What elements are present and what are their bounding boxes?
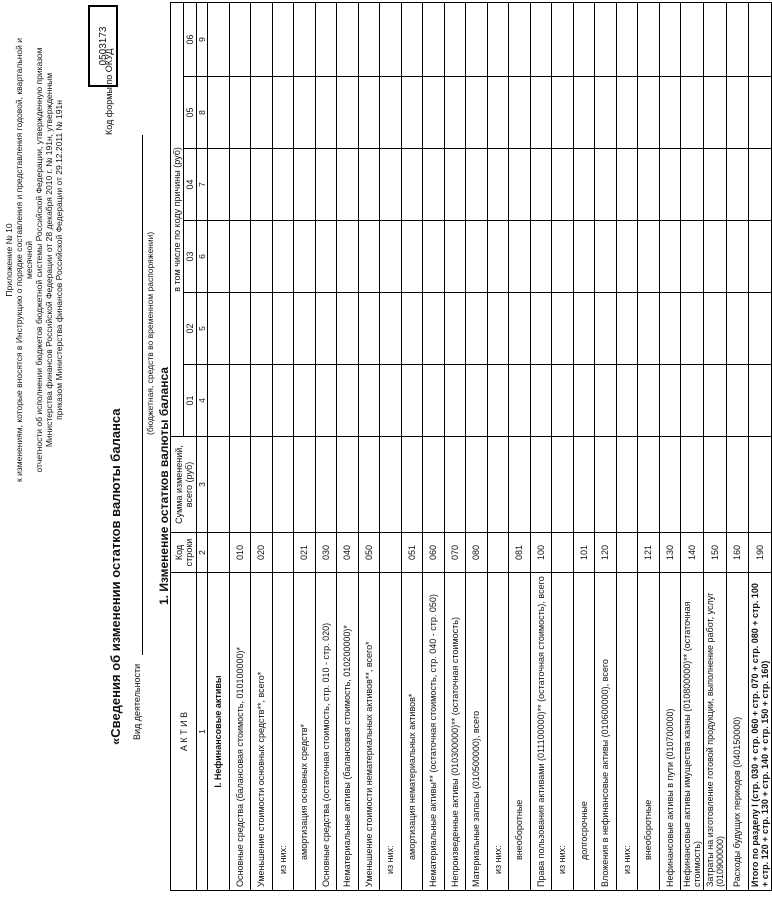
column-number: 9: [197, 2, 208, 76]
value-cell: [487, 365, 509, 437]
value-cell: [530, 2, 552, 76]
value-cell: [337, 149, 359, 221]
value-cell: [616, 2, 638, 76]
value-cell: [573, 221, 595, 293]
value-cell: [616, 149, 638, 221]
value-cell: [229, 2, 251, 76]
row-code: 190: [748, 533, 771, 573]
header-note-line: отчетности об исполнении бюджетов бюджетной системы Российской Федерации, утвержденную приказом: [34, 47, 44, 473]
table-row: [294, 2, 316, 890]
row-code: 021: [294, 533, 316, 573]
value-cell: [423, 437, 445, 533]
value-cell: [423, 2, 445, 76]
value-cell: [573, 293, 595, 365]
header-reason-code: 03: [184, 221, 197, 293]
table-row: [208, 2, 230, 890]
value-cell: [681, 365, 704, 437]
value-cell: [229, 77, 251, 149]
value-cell: [272, 221, 294, 293]
value-cell: [337, 293, 359, 365]
value-cell: [727, 365, 749, 437]
row-code: [272, 533, 294, 573]
value-cell: [272, 437, 294, 533]
value-cell: [315, 149, 337, 221]
row-label: I. Нефинансовые активы: [208, 573, 230, 891]
value-cell: [423, 365, 445, 437]
table-row: [272, 2, 294, 890]
row-code: 010: [229, 533, 251, 573]
value-cell: [552, 293, 574, 365]
value-cell: [251, 437, 273, 533]
value-cell: [208, 365, 230, 437]
column-number: 5: [197, 293, 208, 365]
column-number: 8: [197, 77, 208, 149]
value-cell: [401, 77, 423, 149]
value-cell: [466, 77, 488, 149]
row-label: Затраты на изготовление готовой продукции, выполнение работ, услуг (010900000): [704, 573, 727, 891]
value-cell: [251, 293, 273, 365]
value-cell: [595, 2, 617, 76]
value-cell: [315, 221, 337, 293]
table-row: [727, 2, 749, 890]
value-cell: [487, 2, 509, 76]
table-row: [681, 2, 704, 890]
value-cell: [704, 437, 727, 533]
value-cell: [272, 293, 294, 365]
value-cell: [748, 2, 771, 76]
column-number: 1: [197, 573, 208, 891]
row-code: 080: [466, 533, 488, 573]
value-cell: [358, 2, 380, 76]
value-cell: [595, 437, 617, 533]
value-cell: [595, 77, 617, 149]
row-code: 121: [638, 533, 660, 573]
value-cell: [272, 77, 294, 149]
row-code: 030: [315, 533, 337, 573]
header-note-line: Приложение № 10: [4, 223, 14, 297]
value-cell: [208, 293, 230, 365]
value-cell: [208, 437, 230, 533]
column-number: 7: [197, 149, 208, 221]
value-cell: [208, 77, 230, 149]
table-row: [552, 2, 574, 890]
value-cell: [294, 365, 316, 437]
value-cell: [229, 293, 251, 365]
value-cell: [401, 221, 423, 293]
value-cell: [727, 221, 749, 293]
value-cell: [251, 221, 273, 293]
header-reason-code: 01: [184, 365, 197, 437]
value-cell: [337, 365, 359, 437]
header-note-line: приказом Министерства финансов Российской Федерации от 29.12.2011 № 191н: [54, 100, 64, 420]
value-cell: [681, 2, 704, 76]
value-cell: [748, 365, 771, 437]
value-cell: [659, 149, 681, 221]
value-cell: [272, 2, 294, 76]
value-cell: [315, 365, 337, 437]
value-cell: [704, 149, 727, 221]
table-row: [401, 2, 423, 890]
row-code: 130: [659, 533, 681, 573]
value-cell: [294, 221, 316, 293]
value-cell: [595, 149, 617, 221]
header-row: [171, 2, 184, 890]
row-code: 050: [358, 533, 380, 573]
value-cell: [358, 293, 380, 365]
value-cell: [358, 365, 380, 437]
value-cell: [487, 221, 509, 293]
header-sum: Сумма изменений, всего (руб): [171, 437, 197, 533]
value-cell: [380, 149, 402, 221]
row-code: 160: [727, 533, 749, 573]
value-cell: [380, 221, 402, 293]
row-code: 081: [509, 533, 531, 573]
header-reason-group: в том числе по коду причины (руб): [171, 2, 184, 436]
value-cell: [208, 149, 230, 221]
row-label: Итого по разделу I (стр. 030 + стр. 060 + стр. 070 + стр. 080 + стр. 100 + стр. 120 + стр. 130 + стр. 140 + стр. 150 + стр. 160): [748, 573, 771, 891]
value-cell: [727, 437, 749, 533]
value-cell: [552, 77, 574, 149]
row-label: Расходы будущих периодов (040150000): [727, 573, 749, 891]
value-cell: [552, 2, 574, 76]
row-label: Основные средства (балансовая стоимость, 010100000)*: [229, 573, 251, 891]
value-cell: [466, 149, 488, 221]
row-label: из них:: [487, 573, 509, 891]
value-cell: [638, 437, 660, 533]
value-cell: [401, 365, 423, 437]
value-cell: [251, 365, 273, 437]
value-cell: [727, 77, 749, 149]
row-label: долгосрочные: [573, 573, 595, 891]
value-cell: [616, 293, 638, 365]
table-row: [251, 2, 273, 890]
value-cell: [444, 149, 466, 221]
value-cell: [638, 293, 660, 365]
value-cell: [748, 149, 771, 221]
value-cell: [444, 437, 466, 533]
row-label: Нематериальные активы** (остаточная стоимость, стр. 040 - стр. 050): [423, 573, 445, 891]
value-cell: [573, 365, 595, 437]
value-cell: [466, 221, 488, 293]
value-cell: [337, 2, 359, 76]
value-cell: [208, 221, 230, 293]
value-cell: [401, 437, 423, 533]
value-cell: [208, 2, 230, 76]
row-code: [552, 533, 574, 573]
value-cell: [466, 437, 488, 533]
value-cell: [616, 365, 638, 437]
value-cell: [229, 149, 251, 221]
table-row: [595, 2, 617, 890]
table-row: [466, 2, 488, 890]
value-cell: [704, 221, 727, 293]
value-cell: [380, 293, 402, 365]
value-cell: [466, 2, 488, 76]
value-cell: [552, 149, 574, 221]
value-cell: [552, 365, 574, 437]
header-notes: [4, 35, 64, 485]
value-cell: [659, 365, 681, 437]
table-row: [358, 2, 380, 890]
row-label: амортизация нематериальных активов*: [401, 573, 423, 891]
table-row: [315, 2, 337, 890]
row-code: [380, 533, 402, 573]
value-cell: [358, 149, 380, 221]
value-cell: [358, 437, 380, 533]
header-reason-code: 06: [184, 2, 197, 76]
row-code: 020: [251, 533, 273, 573]
value-cell: [466, 365, 488, 437]
value-cell: [444, 293, 466, 365]
balance-table: [170, 2, 772, 891]
value-cell: [315, 293, 337, 365]
value-cell: [487, 293, 509, 365]
value-cell: [681, 149, 704, 221]
table-row: [509, 2, 531, 890]
value-cell: [229, 221, 251, 293]
value-cell: [423, 77, 445, 149]
row-label: из них:: [616, 573, 638, 891]
value-cell: [638, 2, 660, 76]
column-number: 4: [197, 365, 208, 437]
table-row: [380, 2, 402, 890]
table-row: [748, 2, 771, 890]
row-label: Основные средства (остаточная стоимость, стр. 010 - стр. 020): [315, 573, 337, 891]
header-note-line: Министерства финансов Российской Федерации от 28 декабря 2010 г. № 191н, утвержденным: [44, 72, 54, 448]
value-cell: [704, 77, 727, 149]
value-cell: [509, 77, 531, 149]
header-note-line: к изменениям, которые вносятся в Инструкцию о порядке составления и представления годовой, квартальной и месячной: [14, 38, 34, 482]
row-label: внеоборотные: [509, 573, 531, 891]
value-cell: [681, 221, 704, 293]
value-cell: [229, 365, 251, 437]
row-code: 040: [337, 533, 359, 573]
value-cell: [638, 365, 660, 437]
value-cell: [337, 437, 359, 533]
table-row: [659, 2, 681, 890]
table-row: [638, 2, 660, 890]
column-number: 6: [197, 221, 208, 293]
value-cell: [704, 2, 727, 76]
header-reason-code: 04: [184, 149, 197, 221]
value-cell: [595, 293, 617, 365]
activity-fill-line: [142, 135, 143, 655]
value-cell: [573, 77, 595, 149]
row-label: Права пользования активами (011100000)** (остаточная стоимость), всего: [530, 573, 552, 891]
row-code: 150: [704, 533, 727, 573]
row-label: Непроизведенные активы (010300000)** (остаточная стоимость): [444, 573, 466, 891]
value-cell: [530, 437, 552, 533]
value-cell: [380, 437, 402, 533]
row-label: из них:: [552, 573, 574, 891]
value-cell: [748, 437, 771, 533]
value-cell: [251, 77, 273, 149]
column-number: 2: [197, 533, 208, 573]
value-cell: [638, 77, 660, 149]
value-cell: [727, 2, 749, 76]
table-row: [530, 2, 552, 890]
value-cell: [380, 77, 402, 149]
okud-code-box: 0503173: [88, 5, 118, 87]
table-row: [229, 2, 251, 890]
row-label: Вложения в нефинансовые активы (010600000), всего: [595, 573, 617, 891]
value-cell: [380, 2, 402, 76]
value-cell: [659, 2, 681, 76]
row-code: 051: [401, 533, 423, 573]
table-row: [704, 2, 727, 890]
value-cell: [573, 149, 595, 221]
value-cell: [294, 437, 316, 533]
row-label: Уменьшение стоимости нематериальных активов**, всего*: [358, 573, 380, 891]
activity-label: Вид деятельности: [132, 663, 142, 740]
header-code: Код строки: [171, 533, 197, 573]
value-cell: [530, 365, 552, 437]
header-reason-code: 05: [184, 77, 197, 149]
value-cell: [659, 437, 681, 533]
row-label: Материальные запасы (010500000), всего: [466, 573, 488, 891]
value-cell: [487, 77, 509, 149]
okud-label: Код формы по ОКУД: [104, 48, 114, 135]
value-cell: [748, 77, 771, 149]
value-cell: [530, 77, 552, 149]
value-cell: [444, 77, 466, 149]
value-cell: [509, 437, 531, 533]
value-cell: [315, 2, 337, 76]
table-row: [337, 2, 359, 890]
value-cell: [487, 437, 509, 533]
value-cell: [659, 77, 681, 149]
value-cell: [509, 293, 531, 365]
value-cell: [444, 2, 466, 76]
row-label: Нефинансовые активы имущества казны (010800000)** (остаточная стоимость): [681, 573, 704, 891]
row-label: из них:: [272, 573, 294, 891]
value-cell: [704, 293, 727, 365]
value-cell: [423, 149, 445, 221]
value-cell: [638, 221, 660, 293]
value-cell: [444, 365, 466, 437]
row-code: [616, 533, 638, 573]
value-cell: [487, 149, 509, 221]
value-cell: [466, 293, 488, 365]
value-cell: [423, 293, 445, 365]
value-cell: [704, 365, 727, 437]
value-cell: [616, 437, 638, 533]
table-body: [208, 2, 772, 890]
value-cell: [638, 149, 660, 221]
value-cell: [294, 2, 316, 76]
value-cell: [401, 2, 423, 76]
value-cell: [573, 2, 595, 76]
value-cell: [595, 365, 617, 437]
row-code: 120: [595, 533, 617, 573]
value-cell: [509, 221, 531, 293]
value-cell: [616, 221, 638, 293]
row-label: Нематериальные активы (балансовая стоимость, 010200000)*: [337, 573, 359, 891]
value-cell: [681, 77, 704, 149]
value-cell: [509, 2, 531, 76]
value-cell: [358, 221, 380, 293]
value-cell: [509, 365, 531, 437]
row-code: 140: [681, 533, 704, 573]
header-reason-code: 02: [184, 293, 197, 365]
value-cell: [358, 77, 380, 149]
value-cell: [251, 2, 273, 76]
value-cell: [337, 221, 359, 293]
value-cell: [315, 437, 337, 533]
table-row: [423, 2, 445, 890]
value-cell: [727, 293, 749, 365]
row-code: [208, 533, 230, 573]
table-row: [487, 2, 509, 890]
row-code: 060: [423, 533, 445, 573]
value-cell: [509, 149, 531, 221]
value-cell: [294, 77, 316, 149]
activity-hint: (бюджетная, средств во временном распоряжении): [145, 231, 155, 435]
header-asset: А К Т И В: [171, 573, 197, 891]
table-row: [616, 2, 638, 890]
value-cell: [229, 437, 251, 533]
table-row: [573, 2, 595, 890]
value-cell: [552, 437, 574, 533]
value-cell: [681, 293, 704, 365]
row-label: Нефинансовые активы в пути (010700000): [659, 573, 681, 891]
table-row: [444, 2, 466, 890]
value-cell: [530, 221, 552, 293]
value-cell: [401, 149, 423, 221]
value-cell: [573, 437, 595, 533]
value-cell: [251, 149, 273, 221]
value-cell: [294, 149, 316, 221]
value-cell: [337, 77, 359, 149]
value-cell: [530, 293, 552, 365]
value-cell: [748, 221, 771, 293]
value-cell: [423, 221, 445, 293]
value-cell: [380, 365, 402, 437]
value-cell: [552, 221, 574, 293]
value-cell: [444, 221, 466, 293]
value-cell: [727, 149, 749, 221]
value-cell: [681, 437, 704, 533]
value-cell: [659, 221, 681, 293]
value-cell: [748, 293, 771, 365]
value-cell: [401, 293, 423, 365]
value-cell: [595, 221, 617, 293]
value-cell: [272, 149, 294, 221]
row-code: 070: [444, 533, 466, 573]
value-cell: [659, 293, 681, 365]
value-cell: [315, 77, 337, 149]
value-cell: [294, 293, 316, 365]
row-label: из них:: [380, 573, 402, 891]
row-label: внеоборотные: [638, 573, 660, 891]
value-cell: [616, 77, 638, 149]
column-number: 3: [197, 437, 208, 533]
section-title: 1. Изменение остатков валюты баланса: [157, 367, 171, 605]
value-cell: [272, 365, 294, 437]
row-label: амортизация основных средств*: [294, 573, 316, 891]
row-code: 100: [530, 533, 552, 573]
value-cell: [530, 149, 552, 221]
row-code: [487, 533, 509, 573]
column-number-row: [197, 2, 208, 890]
row-code: 101: [573, 533, 595, 573]
document-title: «Сведения об изменении остатков валюты баланса: [108, 408, 123, 745]
row-label: Уменьшение стоимости основных средств**, всего*: [251, 573, 273, 891]
